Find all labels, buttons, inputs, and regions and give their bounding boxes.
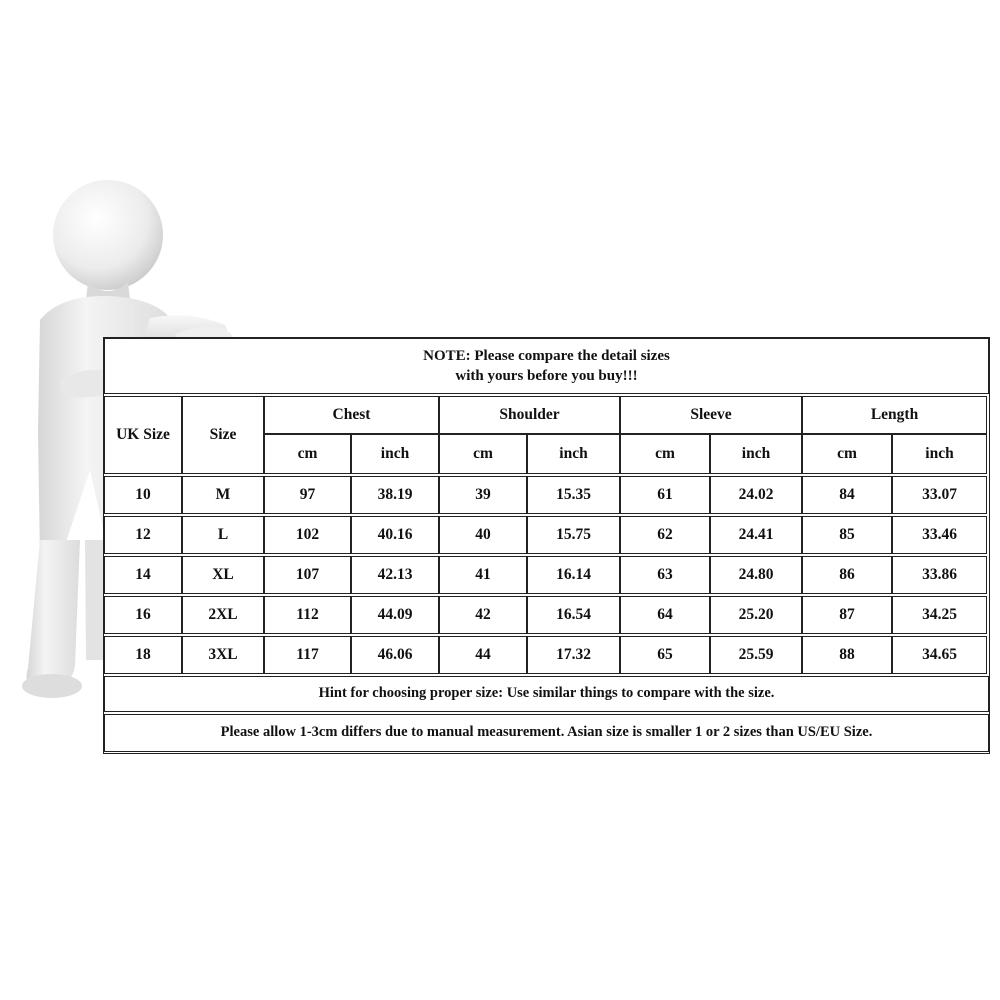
table-cell: 44.09 — [351, 596, 439, 634]
unit-cm: cm — [802, 434, 892, 474]
table-cell: 112 — [264, 596, 351, 634]
table-cell: 42.13 — [351, 556, 439, 594]
table-cell: 87 — [802, 596, 892, 634]
table-cell: 107 — [264, 556, 351, 594]
note-line-2: with yours before you buy!!! — [455, 368, 638, 384]
table-cell: 40 — [439, 516, 527, 554]
table-cell: 15.35 — [527, 476, 620, 514]
table-cell-size: XL — [182, 556, 264, 594]
table-cell-uk: 14 — [104, 556, 182, 594]
table-cell: 65 — [620, 636, 710, 674]
table-cell-uk: 16 — [104, 596, 182, 634]
size-chart — [103, 337, 990, 754]
table-cell: 24.80 — [710, 556, 802, 594]
table-cell: 44 — [439, 636, 527, 674]
table-cell: 25.59 — [710, 636, 802, 674]
table-cell: 33.07 — [892, 476, 987, 514]
table-cell: 34.65 — [892, 636, 987, 674]
table-cell: 16.54 — [527, 596, 620, 634]
table-cell: 24.41 — [710, 516, 802, 554]
table-cell: 46.06 — [351, 636, 439, 674]
table-cell: 117 — [264, 636, 351, 674]
table-cell: 38.19 — [351, 476, 439, 514]
unit-cm: cm — [439, 434, 527, 474]
table-cell-uk: 10 — [104, 476, 182, 514]
table-cell-size: L — [182, 516, 264, 554]
table-cell: 86 — [802, 556, 892, 594]
header-uk-size: UK Size — [104, 396, 182, 474]
table-cell: 97 — [264, 476, 351, 514]
table-cell: 15.75 — [527, 516, 620, 554]
note-box — [104, 338, 989, 394]
table-cell-size: 2XL — [182, 596, 264, 634]
unit-inch: inch — [351, 434, 439, 474]
table-cell: 63 — [620, 556, 710, 594]
table-cell: 62 — [620, 516, 710, 554]
table-cell: 39 — [439, 476, 527, 514]
disclaimer-text: Please allow 1-3cm differs due to manual measurement. Asian size is smaller 1 or 2 sizes than US/EU Size. — [104, 714, 989, 752]
table-cell: 102 — [264, 516, 351, 554]
table-cell: 33.86 — [892, 556, 987, 594]
header-shoulder: Shoulder — [439, 396, 620, 434]
table-cell: 33.46 — [892, 516, 987, 554]
hint-text: Hint for choosing proper size: Use similar things to compare with the size. — [104, 676, 989, 712]
table-cell: 34.25 — [892, 596, 987, 634]
header-length: Length — [802, 396, 987, 434]
unit-inch: inch — [527, 434, 620, 474]
header-chest: Chest — [264, 396, 439, 434]
header-sleeve: Sleeve — [620, 396, 802, 434]
unit-inch: inch — [892, 434, 987, 474]
table-cell: 61 — [620, 476, 710, 514]
table-cell: 88 — [802, 636, 892, 674]
unit-inch: inch — [710, 434, 802, 474]
table-cell: 40.16 — [351, 516, 439, 554]
table-cell: 24.02 — [710, 476, 802, 514]
table-cell: 16.14 — [527, 556, 620, 594]
table-cell-size: M — [182, 476, 264, 514]
table-cell: 17.32 — [527, 636, 620, 674]
header-size: Size — [182, 396, 264, 474]
table-cell: 41 — [439, 556, 527, 594]
table-cell-size: 3XL — [182, 636, 264, 674]
unit-cm: cm — [620, 434, 710, 474]
unit-cm: cm — [264, 434, 351, 474]
table-cell: 85 — [802, 516, 892, 554]
table-cell: 25.20 — [710, 596, 802, 634]
table-cell-uk: 18 — [104, 636, 182, 674]
note-line-1: NOTE: Please compare the detail sizes — [423, 347, 670, 364]
table-cell: 84 — [802, 476, 892, 514]
table-cell: 64 — [620, 596, 710, 634]
table-cell: 42 — [439, 596, 527, 634]
table-cell-uk: 12 — [104, 516, 182, 554]
